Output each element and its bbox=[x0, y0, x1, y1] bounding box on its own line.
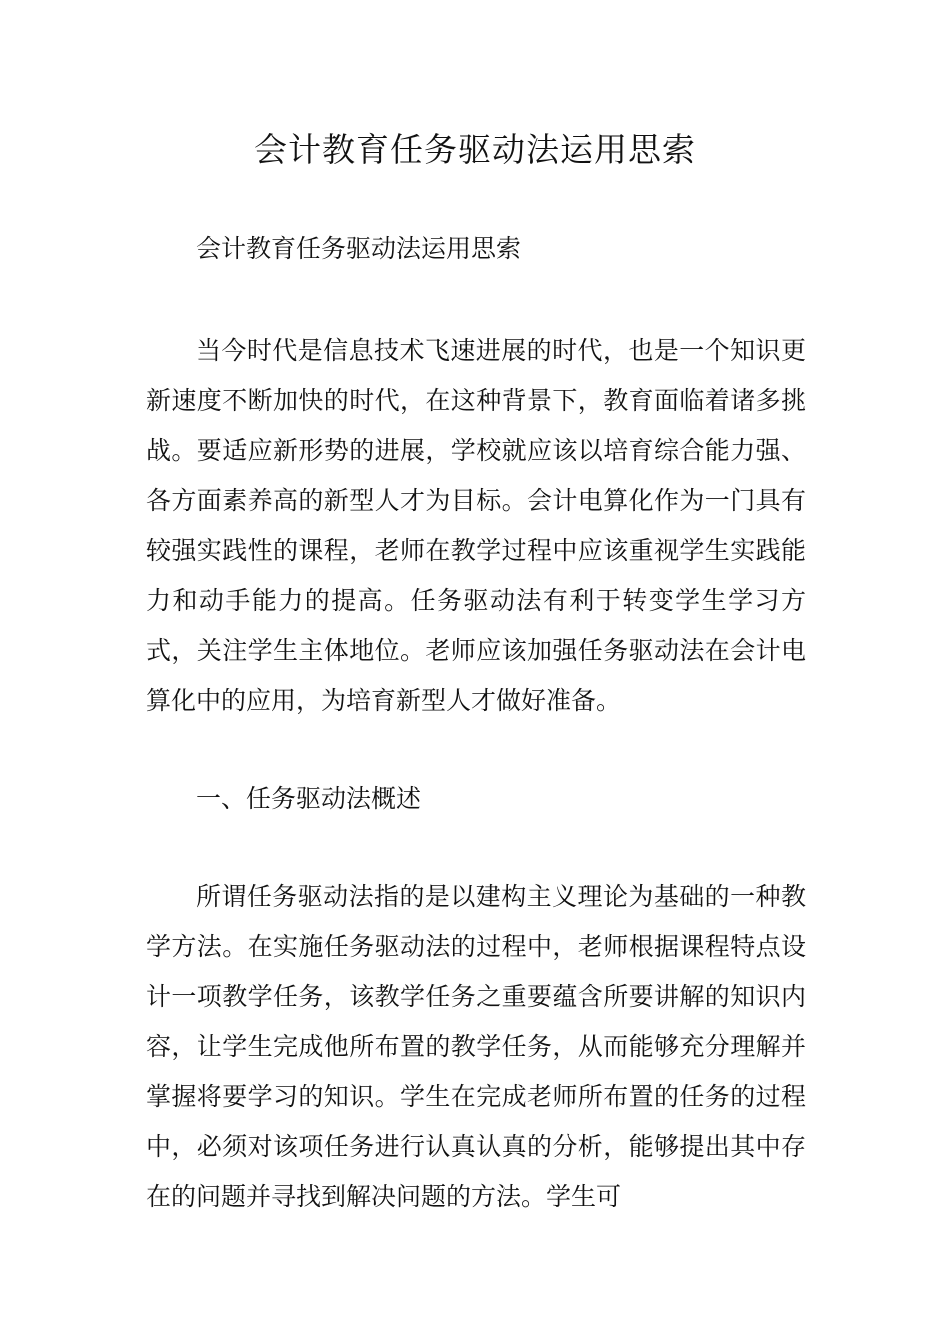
paragraph-intro: 当今时代是信息技术飞速进展的时代，也是一个知识更新速度不断加快的时代，在这种背景下，教育面临着诸多挑战。要适应新形势的进展，学校就应该以培育综合能力强、各方面素养高的新型人才为目标。会计电算化作为一门具有较强实践性的课程，老师在教学过程中应该重视学生实践能力和动手能力的提高。任务驱动法有利于转变学生学习方式，关注学生主体地位。老师应该加强任务驱动法在会计电算化中的应用，为培育新型人才做好准备。 bbox=[146, 336, 806, 715]
document-title: 会计教育任务驱动法运用思索 bbox=[254, 130, 696, 169]
document-subtitle: 会计教育任务驱动法运用思索 bbox=[196, 234, 522, 263]
section-heading: 一、任务驱动法概述 bbox=[196, 784, 422, 813]
paragraph-section-1: 所谓任务驱动法指的是以建构主义理论为基础的一种教学方法。在实施任务驱动法的过程中，老师根据课程特点设计一项教学任务，该教学任务之重要蕴含所要讲解的知识内容，让学生完成他所布置的教学任务，从而能够充分理解并掌握将要学习的知识。学生在完成老师所布置的任务的过程中，必须对该项任务进行认真认真的分析，能够提出其中存在的问题并寻找到解决问题的方法。学生可 bbox=[146, 882, 806, 1211]
